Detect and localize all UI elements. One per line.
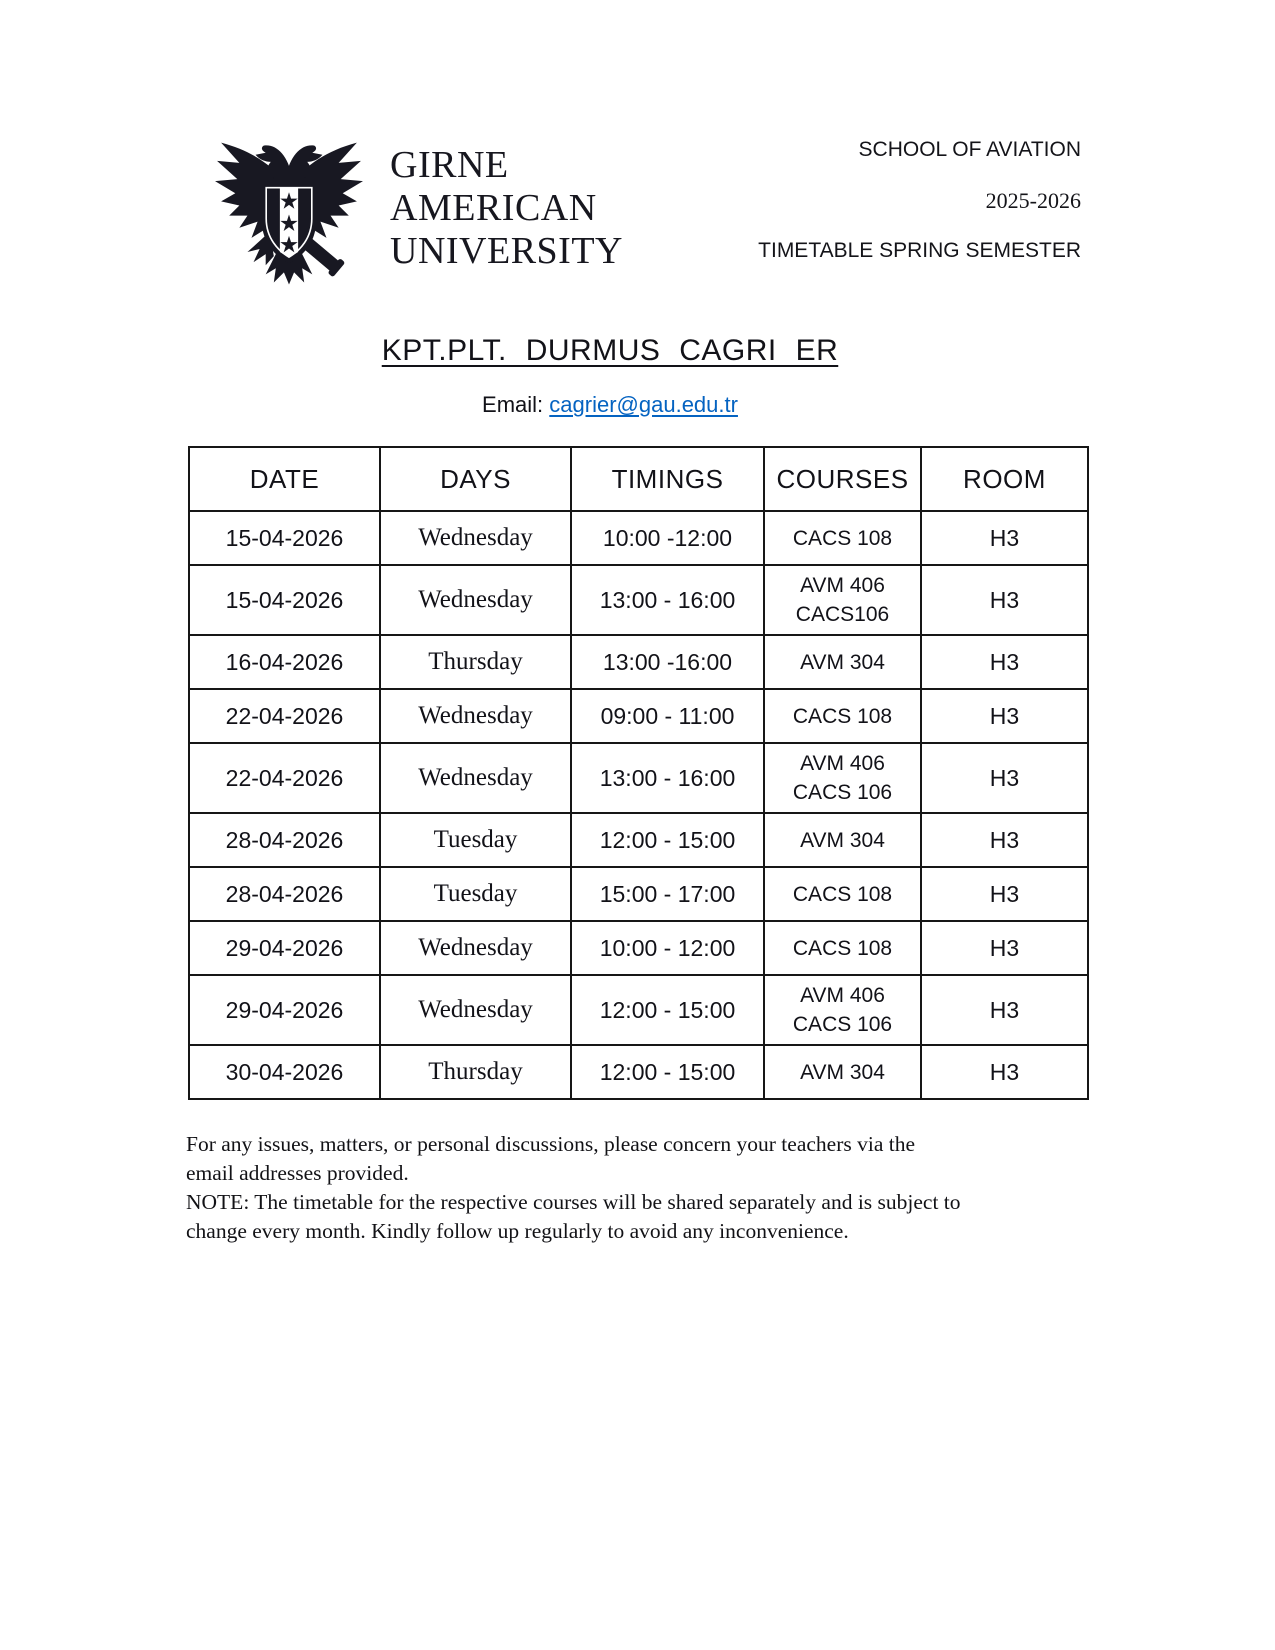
column-header-days: DAYS: [380, 447, 571, 511]
cell-room: H3: [921, 921, 1088, 975]
email-link[interactable]: cagrier@gau.edu.tr: [549, 392, 738, 417]
cell-day: Tuesday: [380, 867, 571, 921]
cell-room: H3: [921, 511, 1088, 565]
footer-note-line: change every month. Kindly follow up regularly to avoid any inconvenience.: [186, 1219, 849, 1243]
cell-date: 29-04-2026: [189, 975, 380, 1045]
cell-day: Wednesday: [380, 689, 571, 743]
university-eagle-crest-logo: [213, 130, 365, 290]
cell-day: Tuesday: [380, 813, 571, 867]
timetable-title: TIMETABLE SPRING SEMESTER: [758, 239, 1081, 262]
cell-timing: 09:00 - 11:00: [571, 689, 764, 743]
cell-courses: [764, 689, 921, 743]
cell-date: 15-04-2026: [189, 511, 380, 565]
column-header-courses: COURSES: [764, 447, 921, 511]
cell-courses: [764, 635, 921, 689]
cell-date: 22-04-2026: [189, 743, 380, 813]
cell-day: Wednesday: [380, 975, 571, 1045]
table-row: [189, 743, 1088, 813]
cell-room: H3: [921, 813, 1088, 867]
university-name-line: UNIVERSITY: [390, 230, 623, 272]
instructor-title-row: [160, 334, 1060, 368]
course-label: CACS 108: [792, 936, 893, 960]
footer-notes: [186, 1130, 1086, 1246]
cell-courses: [764, 1045, 921, 1099]
cell-courses: [764, 565, 921, 635]
cell-timing: 10:00 - 12:00: [571, 921, 764, 975]
academic-year: 2025-2026: [985, 188, 1081, 213]
footer-note-line: For any issues, matters, or personal discussions, please concern your teachers via the: [186, 1132, 916, 1156]
table-row: [189, 565, 1088, 635]
timetable-body: [189, 511, 1088, 1099]
cell-date: 28-04-2026: [189, 813, 380, 867]
cell-courses: [764, 921, 921, 975]
course-label: CACS 108: [792, 704, 893, 728]
column-header-timings: TIMINGS: [571, 447, 764, 511]
email-label: Email:: [482, 392, 544, 417]
cell-courses: [764, 975, 921, 1045]
email-row: [160, 392, 1060, 418]
column-header-date: DATE: [189, 447, 380, 511]
cell-room: H3: [921, 689, 1088, 743]
cell-date: 16-04-2026: [189, 635, 380, 689]
cell-timing: 13:00 - 16:00: [571, 565, 764, 635]
cell-timing: 12:00 - 15:00: [571, 1045, 764, 1099]
cell-date: 30-04-2026: [189, 1045, 380, 1099]
cell-date: 15-04-2026: [189, 565, 380, 635]
cell-day: Wednesday: [380, 511, 571, 565]
university-name: [390, 144, 623, 273]
cell-timing: 13:00 - 16:00: [571, 743, 764, 813]
course-label: AVM 406: [800, 752, 885, 775]
cell-day: Wednesday: [380, 921, 571, 975]
table-row: [189, 867, 1088, 921]
university-name-line: AMERICAN: [390, 187, 597, 229]
cell-room: H3: [921, 635, 1088, 689]
course-label: CACS 106: [792, 781, 893, 804]
document-header-info: [758, 138, 1081, 263]
double-headed-eagle-icon: [213, 130, 365, 290]
table-row: [189, 813, 1088, 867]
course-label: CACS106: [795, 603, 890, 626]
cell-courses: [764, 813, 921, 867]
cell-timing: 10:00 -12:00: [571, 511, 764, 565]
cell-timing: 12:00 - 15:00: [571, 975, 764, 1045]
cell-courses: [764, 743, 921, 813]
column-header-room: ROOM: [921, 447, 1088, 511]
instructor-name: KPT.PLT. DURMUS CAGRI ER: [381, 334, 839, 367]
table-row: [189, 511, 1088, 565]
cell-day: Thursday: [380, 1045, 571, 1099]
timetable: [188, 446, 1089, 1100]
table-row: [189, 975, 1088, 1045]
table-header-row: [189, 447, 1088, 511]
table-row: [189, 635, 1088, 689]
course-label: AVM 406: [800, 984, 885, 1007]
cell-room: H3: [921, 867, 1088, 921]
cell-room: H3: [921, 743, 1088, 813]
table-row: [189, 689, 1088, 743]
cell-room: H3: [921, 1045, 1088, 1099]
cell-room: H3: [921, 975, 1088, 1045]
cell-timing: 12:00 - 15:00: [571, 813, 764, 867]
cell-timing: 15:00 - 17:00: [571, 867, 764, 921]
table-row: [189, 1045, 1088, 1099]
course-label: CACS 106: [792, 1013, 893, 1036]
cell-timing: 13:00 -16:00: [571, 635, 764, 689]
course-label: CACS 108: [792, 882, 893, 906]
course-label: AVM 304: [800, 828, 885, 852]
university-name-line: GIRNE: [390, 144, 509, 186]
school-name: SCHOOL OF AVIATION: [858, 138, 1081, 161]
cell-day: Wednesday: [380, 743, 571, 813]
cell-date: 22-04-2026: [189, 689, 380, 743]
cell-date: 29-04-2026: [189, 921, 380, 975]
course-label: CACS 108: [792, 526, 893, 550]
cell-courses: [764, 511, 921, 565]
cell-courses: [764, 867, 921, 921]
cell-day: Wednesday: [380, 565, 571, 635]
footer-note-line: email addresses provided.: [186, 1161, 409, 1185]
table-row: [189, 921, 1088, 975]
cell-room: H3: [921, 565, 1088, 635]
cell-day: Thursday: [380, 635, 571, 689]
course-label: AVM 304: [800, 1060, 885, 1084]
course-label: AVM 406: [800, 574, 885, 597]
footer-note-line: NOTE: The timetable for the respective courses will be shared separately and is subject to: [186, 1190, 961, 1214]
cell-date: 28-04-2026: [189, 867, 380, 921]
course-label: AVM 304: [800, 650, 885, 674]
